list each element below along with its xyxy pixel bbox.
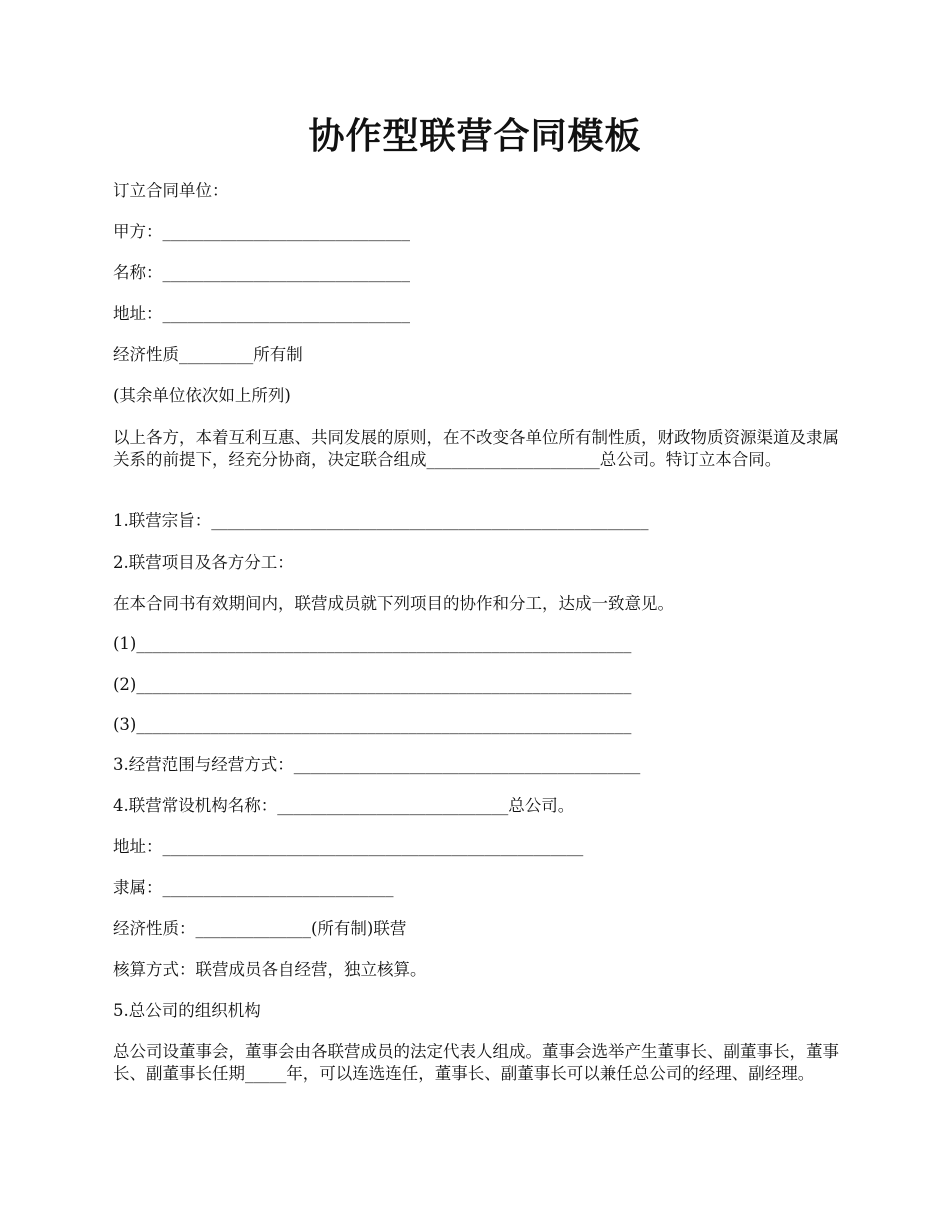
party-a-line: 甲方：______________________________ — [113, 222, 410, 241]
office-address-line: 地址：___________________________________________________ — [113, 837, 584, 856]
project-item-1: (1)____________________________________________________________ — [113, 634, 632, 653]
board-paragraph: 总公司设董事会，董事会由各联营成员的法定代表人组成。董事会选举产生董事长、副董事长，董事长、副董事长任期_____年，可以连选连任，董事长、副董事长可以兼任总公司的经理、副经理。 — [113, 1042, 839, 1083]
contracting-units-label: 订立合同单位： — [113, 181, 229, 200]
section-3-scope: 3.经营范围与经营方式：__________________________________________ — [113, 755, 641, 774]
economic-nature-line: 经济性质_________所有制 — [113, 345, 303, 364]
document-title: 协作型联营合同模板 — [308, 115, 642, 157]
section-4-office-name: 4.联营常设机构名称：____________________________总公司。 — [113, 796, 575, 815]
accounting-method-line: 核算方式：联营成员各自经营，独立核算。 — [113, 960, 427, 979]
project-item-3: (3)____________________________________________________________ — [113, 715, 632, 734]
section-1-purpose: 1.联营宗旨：_____________________________________________________ — [113, 511, 649, 530]
name-line: 名称：______________________________ — [113, 263, 410, 282]
project-item-2: (2)____________________________________________________________ — [113, 675, 632, 694]
affiliation-line: 隶属：____________________________ — [113, 878, 394, 897]
section-2-heading: 2.联营项目及各方分工： — [113, 553, 294, 572]
address-line: 地址：______________________________ — [113, 304, 410, 323]
office-economic-nature-line: 经济性质：______________(所有制)联营 — [113, 919, 407, 938]
section-2-intro: 在本合同书有效期间内，联营成员就下列项目的协作和分工，达成一致意见。 — [113, 594, 674, 613]
other-units-note: (其余单位依次如上所列) — [113, 386, 291, 405]
section-5-heading: 5.总公司的组织机构 — [113, 1001, 261, 1020]
preamble-paragraph: 以上各方，本着互利互惠、共同发展的原则，在不改变各单位所有制性质，财政物质资源渠道及隶属关系的前提下，经充分协商，决定联合组成_____________________总公司。特订立本合同。 — [113, 428, 839, 469]
